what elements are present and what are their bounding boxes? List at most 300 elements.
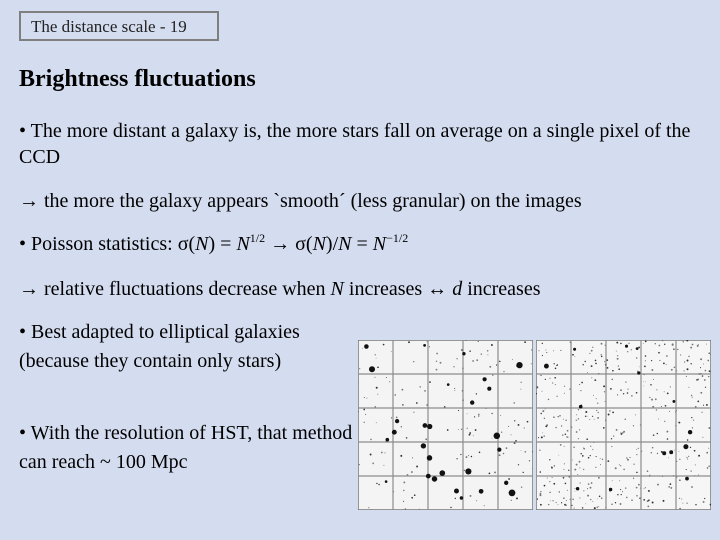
star-speck bbox=[627, 351, 628, 352]
star-speck bbox=[596, 456, 597, 457]
star-speck bbox=[686, 469, 687, 470]
star-speck bbox=[603, 385, 605, 387]
star-speck bbox=[469, 350, 471, 352]
star-speck bbox=[363, 409, 365, 411]
star-speck bbox=[581, 382, 583, 384]
star-speck bbox=[630, 457, 631, 458]
bright-star bbox=[669, 450, 673, 454]
star-speck bbox=[628, 343, 629, 344]
star-speck bbox=[617, 394, 618, 395]
star-speck bbox=[593, 395, 594, 396]
star-speck bbox=[636, 392, 638, 394]
star-speck bbox=[597, 412, 598, 413]
star-speck bbox=[664, 391, 665, 392]
star-speck bbox=[674, 367, 676, 369]
star-speck bbox=[648, 490, 650, 492]
star-speck bbox=[514, 420, 515, 421]
star-speck bbox=[543, 435, 544, 436]
star-speck bbox=[425, 438, 427, 440]
star-speck bbox=[542, 343, 543, 344]
star-speck bbox=[540, 493, 542, 495]
star-speck bbox=[601, 356, 603, 358]
star-speck bbox=[583, 490, 584, 491]
star-speck bbox=[550, 500, 551, 501]
star-speck bbox=[594, 507, 596, 509]
star-speck bbox=[573, 447, 575, 449]
star-speck bbox=[559, 491, 561, 493]
bullet-relative-fluctuations: → relative fluctuations decrease when N increases ↔ d increases bbox=[19, 278, 541, 300]
star-speck bbox=[474, 416, 475, 417]
star-speck bbox=[476, 393, 477, 394]
bullet-hst: • With the resolution of HST, that method can reach ~ 100 Mpc bbox=[19, 422, 353, 473]
star-speck bbox=[659, 345, 661, 347]
star-speck bbox=[627, 459, 629, 461]
star-speck bbox=[558, 455, 559, 456]
star-speck bbox=[538, 437, 539, 438]
star-speck bbox=[585, 411, 587, 413]
star-speck bbox=[677, 349, 678, 350]
star-speck bbox=[478, 414, 480, 416]
star-speck bbox=[579, 461, 581, 463]
star-speck bbox=[709, 353, 710, 354]
star-speck bbox=[395, 394, 396, 395]
star-speck bbox=[453, 366, 454, 367]
star-speck bbox=[697, 401, 699, 403]
star-speck bbox=[473, 435, 474, 436]
star-speck bbox=[591, 350, 593, 352]
bright-star bbox=[385, 480, 388, 483]
star-speck bbox=[679, 498, 680, 499]
star-speck bbox=[559, 415, 561, 417]
star-speck bbox=[644, 366, 646, 368]
star-speck bbox=[506, 447, 508, 449]
star-speck bbox=[524, 428, 525, 429]
bullet-distance: • The more distant a galaxy is, the more stars fall on average on a single pixel of the CCD bbox=[19, 120, 691, 168]
bright-star bbox=[426, 474, 431, 479]
star-speck bbox=[378, 484, 380, 486]
star-speck bbox=[510, 434, 511, 435]
star-speck bbox=[540, 504, 542, 506]
bright-star bbox=[364, 344, 369, 349]
star-speck bbox=[579, 482, 580, 483]
star-speck bbox=[455, 498, 456, 499]
star-speck bbox=[515, 440, 517, 442]
star-speck bbox=[576, 414, 577, 415]
star-speck bbox=[656, 389, 657, 390]
star-speck bbox=[370, 439, 372, 441]
bright-star bbox=[688, 430, 692, 434]
bright-star bbox=[386, 438, 390, 442]
star-speck bbox=[580, 453, 581, 454]
star-speck bbox=[565, 434, 567, 436]
star-speck bbox=[556, 396, 557, 397]
bright-star bbox=[423, 344, 426, 347]
star-speck bbox=[690, 347, 692, 349]
star-speck bbox=[592, 347, 593, 348]
star-speck bbox=[668, 457, 669, 458]
star-speck bbox=[625, 381, 626, 382]
star-speck bbox=[670, 483, 672, 485]
star-speck bbox=[564, 504, 566, 506]
star-speck bbox=[563, 477, 565, 479]
star-speck bbox=[579, 497, 580, 498]
star-speck bbox=[639, 498, 640, 499]
star-speck bbox=[633, 478, 634, 479]
bright-star bbox=[636, 347, 639, 350]
star-speck bbox=[466, 456, 468, 458]
star-speck bbox=[494, 471, 496, 473]
star-speck bbox=[479, 451, 481, 453]
star-speck bbox=[540, 375, 541, 376]
bright-star bbox=[421, 443, 426, 448]
bright-star bbox=[369, 366, 375, 372]
star-speck bbox=[376, 387, 378, 389]
star-speck bbox=[411, 471, 413, 473]
bright-star bbox=[447, 383, 450, 386]
star-speck bbox=[704, 498, 705, 499]
star-speck bbox=[564, 463, 565, 464]
star-speck bbox=[655, 398, 657, 400]
star-speck bbox=[557, 364, 558, 365]
star-speck bbox=[698, 474, 699, 475]
star-speck bbox=[563, 419, 564, 420]
star-speck bbox=[620, 489, 621, 490]
star-speck bbox=[690, 447, 691, 448]
star-speck bbox=[601, 354, 602, 355]
star-speck bbox=[643, 499, 645, 501]
star-speck bbox=[582, 507, 584, 509]
star-speck bbox=[701, 412, 702, 413]
star-speck bbox=[616, 351, 617, 352]
star-speck bbox=[671, 369, 673, 371]
star-speck bbox=[413, 412, 414, 413]
star-speck bbox=[698, 455, 700, 457]
star-speck bbox=[408, 341, 410, 343]
star-speck bbox=[658, 418, 659, 419]
star-speck bbox=[578, 438, 579, 439]
bright-star bbox=[504, 481, 508, 485]
star-speck bbox=[539, 350, 540, 351]
star-speck bbox=[552, 477, 553, 478]
star-speck bbox=[454, 388, 455, 389]
star-speck bbox=[625, 419, 626, 420]
star-speck bbox=[556, 502, 557, 503]
star-speck bbox=[600, 464, 601, 465]
star-speck bbox=[666, 431, 668, 433]
star-speck bbox=[626, 497, 628, 499]
star-speck bbox=[376, 358, 377, 359]
star-speck bbox=[602, 459, 603, 460]
star-speck bbox=[470, 495, 472, 497]
star-speck bbox=[511, 500, 512, 501]
bright-star bbox=[427, 455, 432, 460]
star-speck bbox=[670, 386, 671, 387]
star-speck bbox=[567, 490, 568, 491]
star-speck bbox=[612, 370, 614, 372]
star-speck bbox=[402, 404, 404, 406]
star-speck bbox=[489, 366, 491, 368]
star-speck bbox=[707, 360, 709, 362]
bright-star bbox=[672, 400, 675, 403]
star-speck bbox=[657, 433, 658, 434]
star-speck bbox=[643, 343, 644, 344]
star-speck bbox=[578, 418, 580, 420]
star-speck bbox=[478, 415, 480, 417]
star-speck bbox=[574, 491, 575, 492]
star-speck bbox=[469, 432, 471, 434]
star-speck bbox=[546, 424, 548, 426]
star-speck bbox=[628, 389, 629, 390]
star-speck bbox=[540, 491, 541, 492]
star-speck bbox=[608, 414, 610, 416]
star-speck bbox=[636, 357, 637, 358]
star-speck bbox=[638, 448, 639, 449]
star-speck bbox=[544, 418, 545, 419]
star-speck bbox=[631, 349, 632, 350]
star-speck bbox=[592, 501, 593, 502]
star-speck bbox=[542, 432, 543, 433]
star-speck bbox=[638, 484, 640, 486]
star-speck bbox=[691, 486, 693, 488]
star-speck bbox=[574, 488, 575, 489]
star-speck bbox=[411, 497, 413, 499]
star-speck bbox=[574, 469, 576, 471]
star-speck bbox=[662, 340, 663, 341]
star-speck bbox=[414, 494, 416, 496]
star-speck bbox=[501, 431, 502, 432]
star-speck bbox=[590, 446, 591, 447]
star-speck bbox=[555, 368, 557, 370]
star-speck bbox=[521, 450, 522, 451]
star-speck bbox=[540, 413, 541, 414]
star-speck bbox=[695, 504, 696, 505]
star-speck bbox=[366, 398, 367, 399]
star-speck bbox=[436, 353, 438, 355]
star-speck bbox=[631, 499, 633, 501]
star-speck bbox=[591, 482, 593, 484]
star-speck bbox=[458, 429, 459, 430]
bullet-elliptical: • Best adapted to elliptical galaxies (because they contain only stars) bbox=[19, 321, 300, 372]
star-speck bbox=[579, 429, 580, 430]
star-speck bbox=[489, 473, 491, 475]
star-speck bbox=[548, 399, 550, 401]
star-speck bbox=[708, 427, 710, 429]
star-speck bbox=[616, 429, 618, 431]
star-speck bbox=[518, 424, 520, 426]
bright-star bbox=[470, 400, 474, 404]
star-speck bbox=[633, 464, 634, 465]
star-speck bbox=[383, 344, 385, 346]
star-speck bbox=[572, 460, 573, 461]
star-speck bbox=[618, 368, 620, 370]
star-speck bbox=[429, 346, 430, 347]
star-speck bbox=[416, 402, 418, 404]
star-speck bbox=[612, 480, 613, 481]
star-speck bbox=[620, 432, 621, 433]
star-speck bbox=[626, 457, 628, 459]
star-speck bbox=[648, 499, 650, 501]
star-speck bbox=[595, 360, 597, 362]
star-speck bbox=[401, 389, 403, 391]
bright-star bbox=[516, 362, 522, 368]
star-speck bbox=[588, 457, 590, 459]
star-speck bbox=[645, 341, 647, 343]
star-speck bbox=[558, 504, 559, 505]
star-speck bbox=[521, 486, 522, 487]
star-speck bbox=[682, 341, 684, 343]
star-speck bbox=[503, 453, 505, 455]
star-speck bbox=[587, 372, 588, 373]
bright-star bbox=[460, 496, 463, 499]
star-speck bbox=[549, 481, 550, 482]
star-speck bbox=[386, 377, 387, 378]
bright-star bbox=[573, 348, 576, 351]
bright-star bbox=[454, 489, 459, 494]
star-speck bbox=[597, 403, 598, 404]
star-speck bbox=[702, 375, 704, 377]
star-speck bbox=[484, 505, 485, 506]
star-speck bbox=[703, 363, 704, 364]
star-speck bbox=[560, 444, 562, 446]
bright-star bbox=[465, 468, 471, 474]
star-speck bbox=[663, 363, 665, 365]
star-speck bbox=[362, 348, 363, 349]
star-speck bbox=[616, 342, 618, 344]
star-speck bbox=[667, 438, 669, 440]
star-speck bbox=[639, 366, 640, 367]
star-speck bbox=[705, 387, 706, 388]
star-speck bbox=[625, 487, 626, 488]
star-speck bbox=[631, 395, 632, 396]
star-speck bbox=[693, 420, 694, 421]
star-speck bbox=[710, 354, 711, 355]
star-speck bbox=[599, 496, 601, 498]
star-speck bbox=[468, 455, 469, 456]
star-speck bbox=[574, 508, 575, 509]
star-speck bbox=[620, 389, 622, 391]
star-speck bbox=[604, 391, 605, 392]
bright-star bbox=[395, 419, 399, 423]
star-speck bbox=[657, 453, 658, 454]
star-speck bbox=[690, 363, 691, 364]
star-speck bbox=[531, 363, 532, 364]
star-speck bbox=[561, 425, 562, 426]
star-speck bbox=[557, 416, 559, 418]
star-speck bbox=[542, 410, 544, 412]
star-speck bbox=[653, 379, 654, 380]
star-speck bbox=[508, 478, 510, 480]
star-speck bbox=[549, 459, 550, 460]
star-speck bbox=[496, 364, 497, 365]
star-speck bbox=[586, 438, 588, 440]
star-speck bbox=[617, 355, 618, 356]
star-speck bbox=[476, 500, 477, 501]
star-speck bbox=[668, 486, 670, 488]
star-speck bbox=[703, 501, 705, 503]
star-speck bbox=[563, 497, 565, 499]
star-speck bbox=[381, 452, 383, 454]
star-speck bbox=[375, 377, 376, 378]
star-speck bbox=[645, 381, 646, 382]
star-speck bbox=[545, 409, 546, 410]
star-speck bbox=[692, 344, 694, 346]
bright-star bbox=[487, 387, 491, 391]
star-speck bbox=[688, 456, 689, 457]
star-speck bbox=[658, 352, 660, 354]
star-speck bbox=[549, 378, 550, 379]
star-speck bbox=[564, 446, 565, 447]
star-speck bbox=[663, 500, 665, 502]
bright-star bbox=[439, 470, 445, 476]
star-speck bbox=[635, 414, 636, 415]
star-speck bbox=[673, 348, 675, 350]
star-speck bbox=[467, 413, 468, 414]
star-speck bbox=[566, 436, 568, 438]
star-speck bbox=[647, 506, 649, 508]
star-speck bbox=[678, 422, 679, 423]
star-speck bbox=[597, 498, 598, 499]
star-speck bbox=[590, 499, 591, 500]
star-speck bbox=[655, 343, 656, 344]
star-speck bbox=[583, 469, 584, 470]
star-speck bbox=[513, 402, 515, 404]
star-speck bbox=[564, 469, 565, 470]
star-speck bbox=[706, 452, 708, 454]
star-speck bbox=[596, 410, 597, 411]
star-speck bbox=[412, 457, 413, 458]
star-speck bbox=[487, 350, 489, 352]
star-speck bbox=[500, 415, 501, 416]
star-speck bbox=[636, 495, 638, 497]
star-speck bbox=[436, 361, 437, 362]
star-speck bbox=[684, 361, 685, 362]
star-speck bbox=[503, 371, 504, 372]
star-speck bbox=[403, 501, 404, 502]
star-speck bbox=[429, 381, 431, 383]
star-speck bbox=[368, 507, 369, 508]
star-speck bbox=[377, 366, 379, 368]
star-speck bbox=[372, 463, 374, 465]
star-speck bbox=[686, 503, 687, 504]
star-speck bbox=[644, 488, 645, 489]
star-speck bbox=[545, 379, 546, 380]
star-speck bbox=[653, 434, 655, 436]
star-speck bbox=[460, 454, 461, 455]
bright-star bbox=[423, 423, 428, 428]
star-speck bbox=[636, 454, 637, 455]
star-speck bbox=[403, 490, 404, 491]
star-speck bbox=[476, 359, 478, 361]
star-speck bbox=[700, 392, 702, 394]
star-speck bbox=[695, 464, 696, 465]
star-speck bbox=[680, 354, 681, 355]
star-speck bbox=[568, 470, 569, 471]
star-speck bbox=[469, 434, 471, 436]
star-speck bbox=[589, 353, 590, 354]
star-speck bbox=[554, 377, 556, 379]
star-speck bbox=[576, 464, 578, 466]
star-speck bbox=[549, 492, 550, 493]
star-speck bbox=[499, 454, 501, 456]
star-speck bbox=[645, 355, 647, 357]
star-speck bbox=[594, 379, 596, 381]
star-speck bbox=[548, 504, 549, 505]
star-speck bbox=[553, 483, 555, 485]
star-speck bbox=[700, 367, 701, 368]
star-speck bbox=[618, 366, 619, 367]
star-speck bbox=[686, 376, 687, 377]
bright-star bbox=[637, 371, 640, 374]
